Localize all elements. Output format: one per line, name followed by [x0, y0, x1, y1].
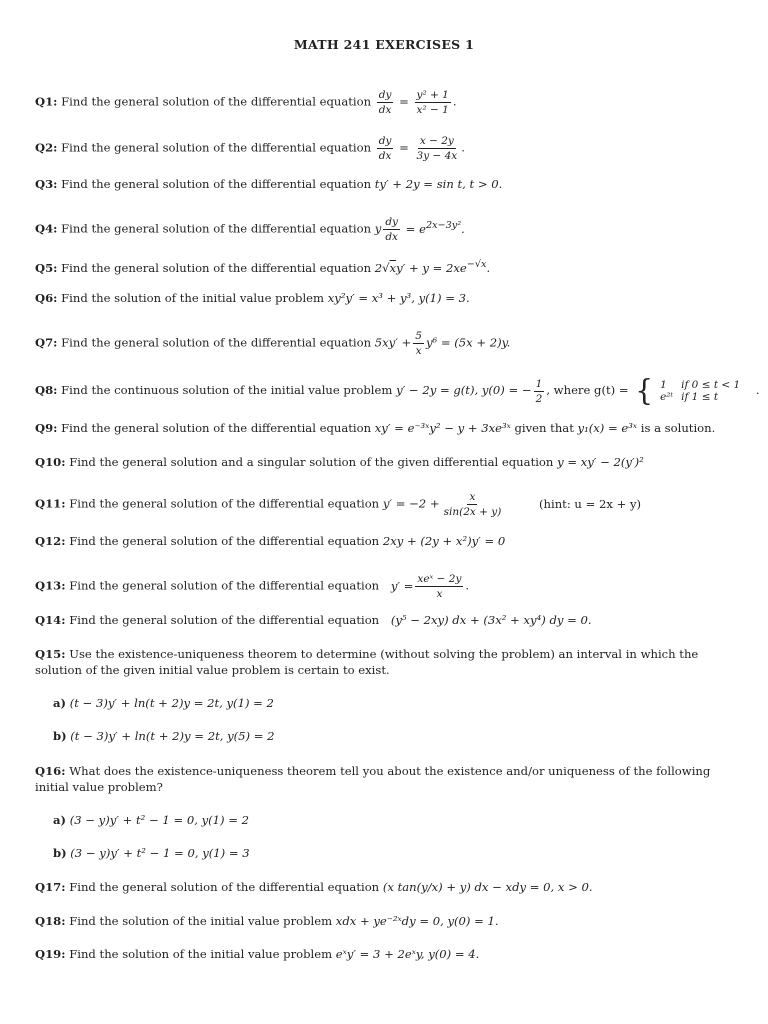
equation: eˣy′ = 3 + 2eˣy, y(0) = 4. — [335, 947, 480, 961]
question-label: Q7: — [35, 335, 58, 350]
question-17 — [35, 879, 734, 895]
question-text: Find the general solution of the differential equation — [61, 94, 372, 109]
question-3 — [35, 176, 734, 192]
equation: y = xy′ − 2(y′)² — [557, 455, 644, 469]
question-text: What does the existence-uniqueness theorem tell you about the existence and/or uniqueness of the following initial value problem? — [35, 764, 711, 794]
piecewise-function: { 1 if 0 ≤ t < 1 e²ᵗ if 1 ≤ t — [635, 373, 741, 408]
question-8: Q8: Find the continuous solution of the initial value problem y′ − 2y = g(t), y(0) = − $\frac{1}{2}$ , where g(t) = { 1 if 0 ≤ t < 1 e²ᵗ if 1 ≤ t . — [35, 373, 760, 408]
equation: y′ − 2y = g(t), y(0) = − — [396, 383, 532, 397]
question-10 — [35, 454, 734, 470]
equation: (t − 3)y′ + ln(t + 2)y = 2t, y(1) = 2 — [69, 696, 274, 710]
question-text: Find the general solution of the differential equation — [61, 421, 372, 435]
question-label: Q8: — [35, 383, 58, 397]
question-15-part-b — [53, 728, 734, 744]
question-text: Find the general solution of the differential equation — [61, 221, 372, 236]
question-text: Find the general solution of the differential equation — [69, 578, 380, 593]
question-label: Q11: — [35, 496, 66, 511]
question-label: Q10: — [35, 455, 66, 469]
question-11: Q11: Find the general solution of the differential equation y′ = −2 + $\frac{x}{\sin(2x + y)}$ (hint: u = 2x + y) — [35, 491, 642, 518]
equation: (y⁵ − 2xy) dx + (3x² + xy⁴) dy = 0. — [390, 613, 592, 627]
question-label: Q2: — [35, 140, 58, 155]
page-title: MATH 241 EXERCISES 1 — [293, 37, 475, 52]
question-label: Q16: — [35, 764, 66, 778]
question-2: Q2: Find the general solution of the differential equation $\frac{dy}{dx}$ = $\frac{x - 2y}{3y - 4x}$ . — [35, 135, 465, 162]
question-15 — [35, 646, 734, 678]
equation: y⁶ = (5x + 2)y. — [425, 335, 511, 350]
question-text: Find the general solution of the differential equation — [61, 260, 372, 275]
question-16 — [35, 763, 734, 795]
fraction: $\frac{\text{y² + 1}}{\text{x² − 1}}$ — [416, 89, 449, 116]
question-14 — [35, 612, 734, 628]
fraction: $\frac{dy}{dx}$ — [378, 89, 392, 116]
equation: (x tan(y/x) + y) dx − xdy = 0, x > 0. — [382, 880, 593, 894]
equation: xy′ = e⁻³ˣy² − y + 3xe³ˣ — [374, 421, 511, 435]
question-label: Q5: — [35, 260, 58, 275]
question-15-part-a — [53, 695, 734, 711]
equation: (3 − y)y′ + t² − 1 = 0, y(1) = 2 — [69, 813, 250, 827]
question-text: Find the solution of the initial value problem — [61, 291, 325, 305]
fraction: $\frac{x}{\sin(2x + y)}$ — [443, 491, 502, 518]
question-6 — [35, 290, 734, 306]
question-label: Q6: — [35, 291, 58, 305]
question-1: Q1: Find the general solution of the differential equation $\frac{dy}{dx}$ = $\frac{\text{y² + 1}}{\text{x² − 1}}$ . — [35, 89, 457, 116]
question-text: Find the general solution of the differential equation — [61, 177, 372, 191]
fraction: $\frac{\text{xeˣ − 2y}}{x}$ — [417, 573, 462, 600]
question-text: Find the general solution of the differential equation — [61, 335, 372, 350]
question-text: Find the general solution and a singular solution of the given differential equation — [69, 455, 554, 469]
equation: xy²y′ = x³ + y³, y(1) = 3. — [327, 291, 470, 305]
question-label: Q13: — [35, 578, 66, 593]
question-16-part-b — [53, 845, 734, 861]
part-label: a) — [53, 696, 66, 710]
part-label: b) — [53, 846, 67, 860]
fraction: $\frac{1}{2}$ — [535, 377, 543, 405]
equation: (t − 3)y′ + ln(t + 2)y = 2t, y(5) = 2 — [70, 729, 275, 743]
question-text: Find the general solution of the differential equation — [61, 140, 372, 155]
equation: = $e^{2x-3y^2}$. — [405, 219, 465, 236]
question-5 — [35, 257, 734, 276]
question-text: Find the general solution of the differential equation — [69, 496, 380, 511]
question-label: Q9: — [35, 421, 58, 435]
question-label: Q19: — [35, 947, 66, 961]
question-label: Q4: — [35, 221, 58, 236]
question-label: Q18: — [35, 914, 66, 928]
question-19 — [35, 946, 734, 962]
equation: xdx + ye⁻²ˣdy = 0, y(0) = 1. — [335, 914, 499, 928]
part-label: a) — [53, 813, 66, 827]
question-7: Q7: Find the general solution of the differential equation 5xy′ + $\frac{5}{x}$ y⁶ = (5x + 2)y. — [35, 330, 511, 357]
fraction: $\frac{dy}{dx}$ — [378, 135, 392, 162]
question-13: Q13: Find the general solution of the differential equation y′ = $\frac{\text{xeˣ − 2y}}{x}$ . — [35, 573, 470, 600]
question-label: Q1: — [35, 94, 58, 109]
equation: $2√xy' + y = 2xe^{-√x}$. — [374, 259, 491, 275]
question-text: Find the general solution of the differential equation — [69, 880, 380, 894]
equation: 2xy + (2y + x²)y′ = 0 — [382, 534, 506, 548]
question-9: Q9: Find the general solution of the differential equation xy′ = e⁻³ˣy² − y + 3xe³ˣ given that y₁(x) = e³ˣ is a solution. — [35, 421, 716, 435]
question-text: Find the solution of the initial value problem — [69, 947, 333, 961]
question-text: Use the existence-uniqueness theorem to determine (without solving the problem) an interval in which the solution of the given initial value problem is certain to exist. — [35, 647, 699, 677]
question-18 — [35, 913, 734, 929]
equation: ty′ + 2y = sin t, t > 0. — [374, 177, 503, 191]
question-label: Q14: — [35, 613, 66, 627]
question-label: Q15: — [35, 647, 66, 661]
hint-text: (hint: u = 2x + y) — [539, 496, 642, 511]
question-text: Find the general solution of the differential equation — [69, 613, 380, 627]
question-12 — [35, 533, 734, 549]
equation: (3 − y)y′ + t² − 1 = 0, y(1) = 3 — [70, 846, 250, 860]
question-text: Find the continuous solution of the initial value problem — [61, 383, 393, 397]
question-label: Q3: — [35, 177, 58, 191]
question-16-part-a — [53, 812, 734, 828]
fraction: $\frac{dy}{dx}$ — [385, 216, 398, 243]
question-label: Q12: — [35, 534, 66, 548]
question-4: Q4: Find the general solution of the differential equation y $\frac{dy}{dx}$ = $e^{2x-3y^2}$. — [35, 216, 465, 243]
part-label: b) — [53, 729, 67, 743]
question-text: Find the general solution of the differential equation — [69, 534, 380, 548]
question-text: Find the solution of the initial value problem — [69, 914, 333, 928]
question-label: Q17: — [35, 880, 66, 894]
fraction: $\frac{x - 2y}{3y - 4x}$ — [416, 135, 458, 162]
fraction: $\frac{5}{x}$ — [415, 330, 422, 357]
